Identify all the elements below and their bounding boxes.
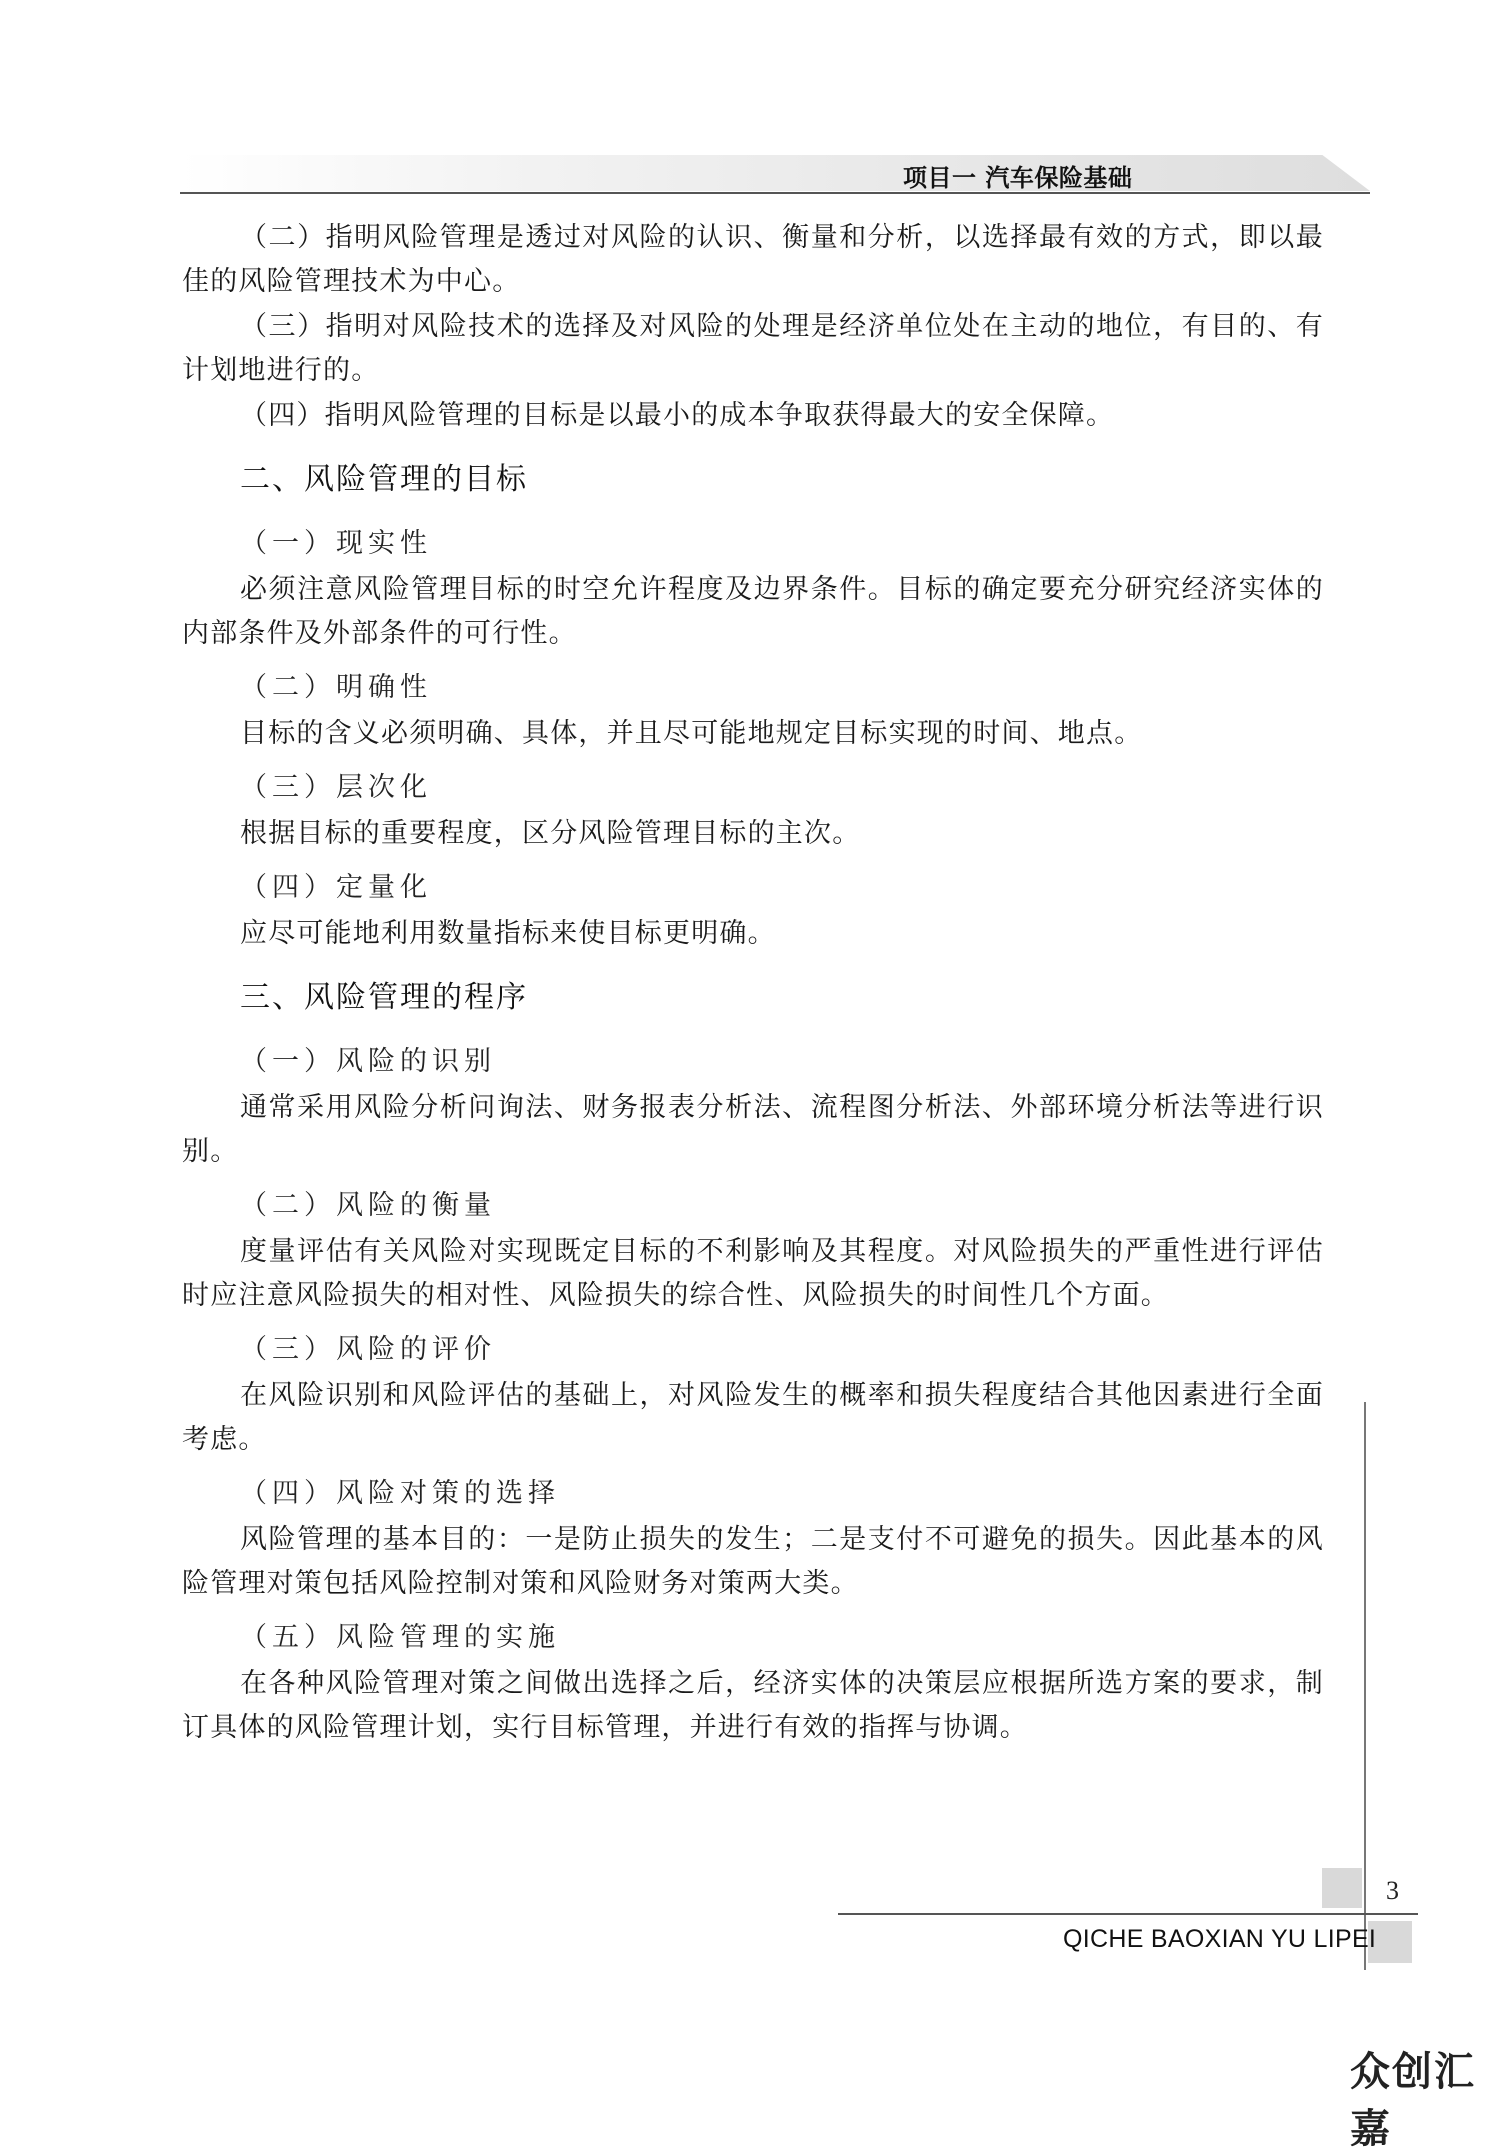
paragraph: （三）指明对风险技术的选择及对风险的处理是经济单位处在主动的地位，有目的、有计划地进行的。 (182, 311, 1324, 386)
paragraph: （四）指明风险管理的目标是以最小的成本争取获得最大的安全保障。 (240, 400, 1115, 431)
section-heading: 二、风险管理的目标 (240, 462, 528, 497)
subsection-heading: （一）风险的识别 (240, 1046, 496, 1077)
paragraph: 在各种风险管理对策之间做出选择之后，经济实体的决策层应根据所选方案的要求，制订具体的风险管理计划，实行目标管理，并进行有效的指挥与协调。 (182, 1668, 1324, 1743)
subsection-heading: （二）明确性 (240, 672, 432, 703)
paragraph: 目标的含义必须明确、具体，并且尽可能地规定目标实现的时间、地点。 (240, 718, 1143, 749)
subsection-heading: （四）定量化 (240, 872, 432, 903)
page-number: 3 (1386, 1876, 1399, 1905)
paragraph: 根据目标的重要程度，区分风险管理目标的主次。 (240, 818, 861, 849)
section-heading: 三、风险管理的程序 (240, 980, 528, 1015)
paragraph: 风险管理的基本目的：一是防止损失的发生；二是支付不可避免的损失。因此基本的风险管理对策包括风险控制对策和风险财务对策两大类。 (182, 1524, 1324, 1599)
paragraph: （二）指明风险管理是透过对风险的认识、衡量和分析，以选择最有效的方式，即以最佳的风险管理技术为中心。 (182, 222, 1324, 297)
subsection-heading: （四）风险对策的选择 (240, 1478, 560, 1509)
page-body (182, 216, 1324, 1751)
watermark-logo: 众创汇嘉 (1350, 2049, 1476, 2152)
header-tab (180, 155, 1370, 191)
footer-rule (838, 1913, 1418, 1915)
subsection-heading: （三）层次化 (240, 772, 432, 803)
paragraph: 必须注意风险管理目标的时空允许程度及边界条件。目标的确定要充分研究经济实体的内部条件及外部条件的可行性。 (182, 574, 1324, 649)
paragraph: 通常采用风险分析问询法、财务报表分析法、流程图分析法、外部环境分析法等进行识别。 (182, 1092, 1324, 1167)
book-title: QICHE BAOXIAN YU LIPEI (1063, 1925, 1377, 1953)
header-rule (180, 192, 1370, 194)
side-rule (1364, 1402, 1366, 1970)
paragraph: 度量评估有关风险对实现既定目标的不利影响及其程度。对风险损失的严重性进行评估时应注意风险损失的相对性、风险损失的综合性、风险损失的时间性几个方面。 (182, 1236, 1324, 1311)
subsection-heading: （二）风险的衡量 (240, 1190, 496, 1221)
footer-decoration-box (1322, 1868, 1362, 1908)
subsection-heading: （五）风险管理的实施 (240, 1622, 560, 1653)
chapter-title: 项目一 汽车保险基础 (903, 164, 1133, 192)
paragraph: 在风险识别和风险评估的基础上，对风险发生的概率和损失程度结合其他因素进行全面考虑。 (182, 1380, 1324, 1455)
subsection-heading: （一）现实性 (240, 528, 432, 559)
paragraph: 应尽可能地利用数量指标来使目标更明确。 (240, 918, 776, 949)
subsection-heading: （三）风险的评价 (240, 1334, 496, 1365)
